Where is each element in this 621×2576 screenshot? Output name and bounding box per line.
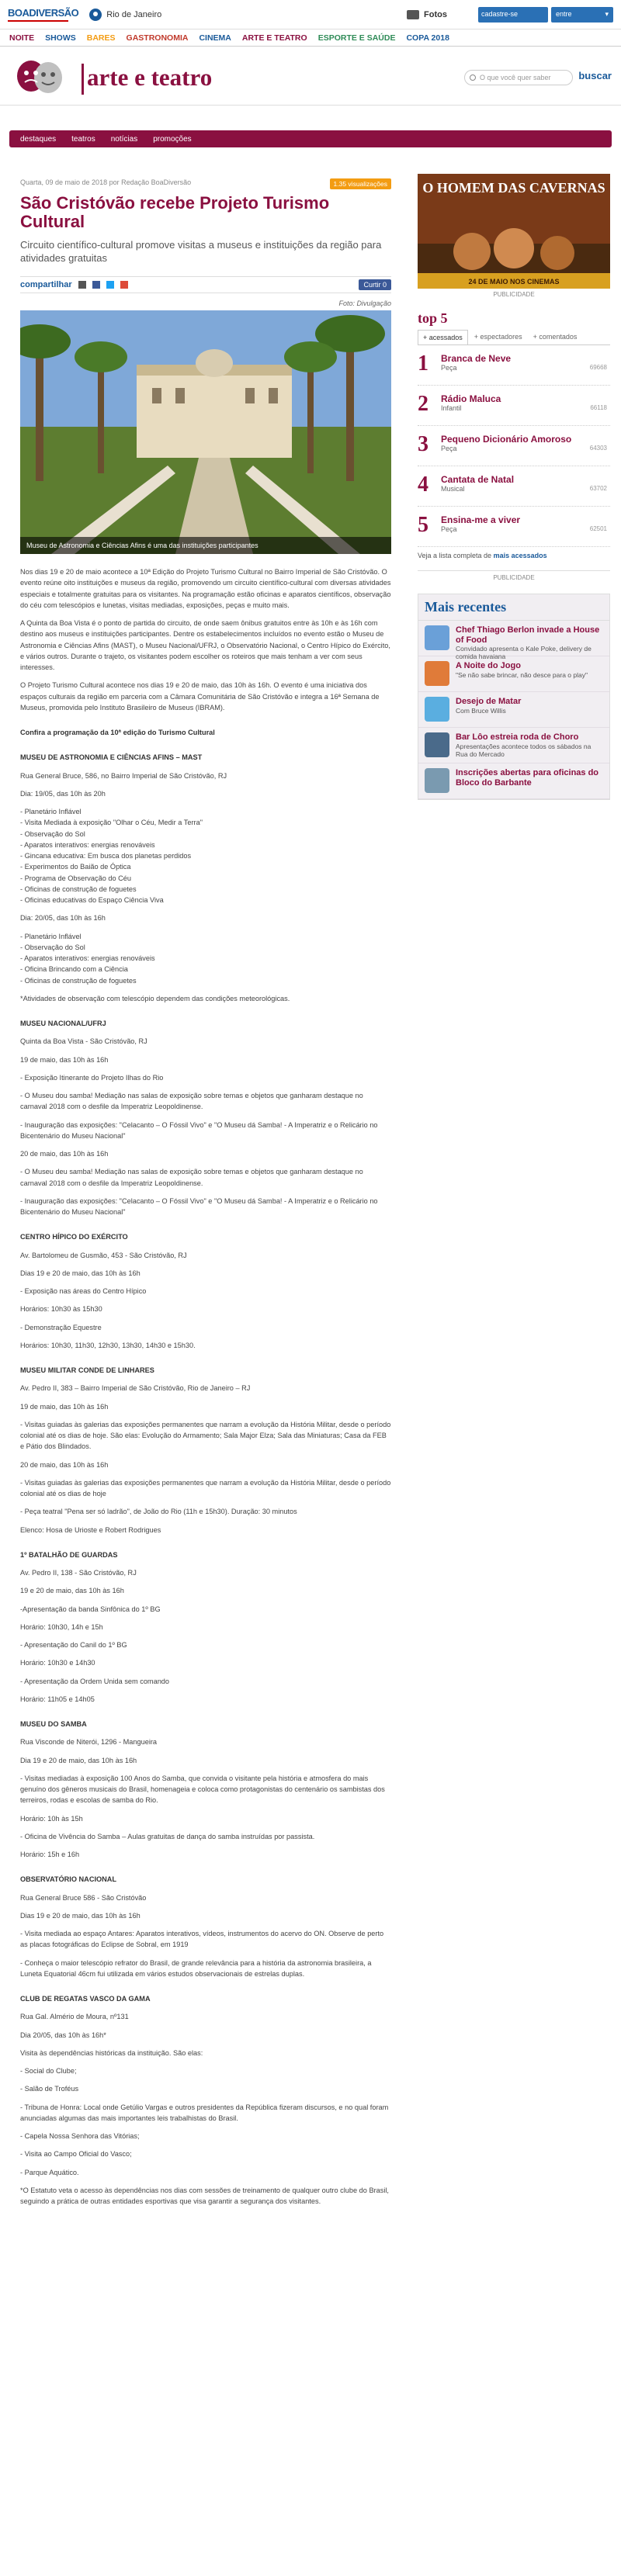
top5-item-count: 64303 [589,445,607,452]
title-divider [82,64,84,95]
venue-line: - Exposição nas áreas do Centro Hípico [20,1287,147,1296]
venue-line: Rua Gal. Almério de Moura, nº131 [20,2013,129,2021]
venue-line: Dia: 19/05, das 10h às 20h [20,789,106,798]
venue-line: 20 de maio, das 10h às 16h [20,1150,109,1158]
top5-item-count: 66118 [590,404,607,411]
recent-item-title: Desejo de Matar [456,697,522,706]
subnav-item[interactable]: teatros [71,134,95,144]
subnav-item[interactable]: notícias [110,134,138,144]
top5-tabs [418,330,610,345]
top5-item[interactable] [418,345,610,386]
article-date-author: Quarta, 09 de maio de 2018 por Redação BoaDiversão [20,178,192,186]
top5-item-title: Rádio Maluca [441,393,501,404]
top5-tab[interactable]: + espectadores [474,333,522,341]
photo-caption: Museu de Astronomia e Ciências Afins é uma das instituições participantes [20,537,391,554]
more-prefix: Veja a lista completa de [418,552,494,559]
venue-line: - Tribuna de Honra: Local onde Getúlio Vargas e outros presidentes da República fizeram discursos, e no qual foram anunciadas algumas das mais importantes leis trabalhistas do Brasil. [20,2103,389,2122]
more-link-text: mais acessados [493,552,547,559]
sub-nav [9,130,612,147]
venue-line: Dias 19 e 20 de maio, das 10h às 16h [20,1269,141,1277]
venue-line: Av. Pedro II, 383 – Bairro Imperial de São Cristóvão, Rio de Janeiro – RJ [20,1384,251,1393]
venue-line: - Planetário Inflável - Observação do Sol - Aparatos interativos: energias renováveis - Oficina Brincando com a Ciência - Oficinas de construção de foguetes [20,932,155,985]
camera-icon [407,10,419,19]
top5-item-category: Peça [441,525,457,533]
venue-line: - Visitas mediadas à exposição 100 Anos do Samba, que convida o visitante pela história e atmosfera do mais genuíno dos gêneros musicais do Brasil, homenageia e coloca como protagonistas do centenário os sambistas dos terreiros, rodas e escolas de samba do Rio. [20,1774,385,1805]
venue-line: Horário: 10h30, 14h e 15h [20,1622,103,1631]
venue-line: - Exposição Itinerante do Projeto Ilhas do Rio [20,1073,164,1082]
search-input[interactable] [464,70,573,85]
venue-line: -Apresentação da banda Sinfônica do 1º BG [20,1605,161,1613]
recent-thumbnail-icon [425,732,449,757]
nav-item[interactable]: BARES [86,33,116,43]
location-label: Rio de Janeiro [106,9,162,19]
logo-underline [8,20,68,22]
search-icon [470,74,476,81]
movie-ad-banner[interactable] [418,174,610,289]
top5-item-count: 62501 [589,525,607,532]
top-bar [0,0,621,29]
recent-title: Mais recentes [418,594,609,621]
facebook-icon[interactable] [92,281,100,289]
login-button[interactable] [551,7,613,23]
top5-item-category: Infantil [441,404,462,412]
venue-heading: OBSERVATÓRIO NACIONAL [20,1875,117,1884]
recent-item[interactable] [418,763,609,799]
photo-credit: Foto: Divulgação [338,299,391,308]
theater-masks-icon [11,57,68,96]
venue-line: - Demonstração Equestre [20,1323,102,1331]
venue-line: Rua General Bruce 586 - São Cristóvão [20,1893,147,1902]
share-label: compartilhar [20,280,72,290]
venue-line: Dia 19 e 20 de maio, das 10h às 16h [20,1756,137,1764]
venue-line: *Atividades de observação com telescópio dependem das condições meteorológicas. [20,994,290,1002]
article-paragraph: Nos dias 19 e 20 de maio acontece a 10ª Edição do Projeto Turismo Cultural no Bairro Imperial de São Cristóvão. O evento reúne oito instituições e museus da região, promovendo um circuito científico-cultural com diversas atividades especiais e totalmente gratuitas para os visitantes. Na programação estão oficinas e aparatos científicos, observação do céu com telescópios e lunetas, visitas mediadas, exposições, peças e muito mais. [20,568,391,609]
top5-widget [418,310,610,559]
ad-title: O HOMEM DAS CAVERNAS [422,180,605,196]
article-body [20,566,391,2207]
venue-line: - O Museu dou samba! Mediação nas salas de exposição sobre temas e objetos que ganharam destaque no carnaval 2018 com o desfile da Imperatriz Leopoldinense. [20,1092,363,1111]
subnav-item[interactable]: promoções [153,134,192,144]
top5-item-title: Cantata de Natal [441,474,515,485]
venue-heading: 1º BATALHÃO DE GUARDAS [20,1550,118,1559]
signup-button[interactable]: cadastre-se [478,7,548,23]
venue-line: Rua Visconde de Niterói, 1296 - Mangueira [20,1738,158,1747]
venue-line: Rua General Bruce, 586, no Bairro Imperial de São Cristóvão, RJ [20,771,227,780]
email-icon[interactable] [78,281,86,289]
venue-line: - Apresentação do Canil do 1º BG [20,1641,127,1650]
fotos-link[interactable] [407,10,447,19]
ad2-label: PUBLICIDADE [418,570,610,581]
top5-item[interactable] [418,507,610,547]
venue-line: Dia 20/05, das 10h às 16h* [20,2031,106,2039]
ad-label: PUBLICIDADE [493,291,535,298]
venue-line: - Capela Nossa Senhora das Vitórias; [20,2132,140,2141]
venue-line: - Visita mediada ao espaço Antares: Aparatos interativos, vídeos, instrumentos do acervo do ON. Observe de perto as placas fotográficas do Eclipse de Sobral, em 1919 [20,1930,384,1949]
top5-item[interactable] [418,386,610,426]
article-subtitle: Circuito científico-cultural promove visitas a museus e instituições da região para atividades gratuitas [20,239,382,265]
recent-item-desc: Com Bruce Willis [456,706,506,715]
article [20,178,391,2214]
top5-item-title: Branca de Neve [441,353,512,364]
museum-photo-illustration [20,310,391,554]
venue-line: 19 de maio, das 10h às 16h [20,1402,109,1411]
venue-heading: MUSEU MILITAR CONDE DE LINHARES [20,1366,154,1375]
top5-rank: 5 [418,513,428,537]
nav-item[interactable]: GASTRONOMIA [126,33,189,43]
top5-item-count: 69668 [589,364,607,371]
top5-tab[interactable]: + acessados [418,330,468,345]
top5-item-category: Peça [441,364,457,372]
venue-line: - Oficina de Vivência do Samba – Aulas gratuitas de dança do samba instruídas por passista. [20,1832,315,1840]
venue-heading: MUSEU DO SAMBA [20,1720,87,1729]
top5-item[interactable] [418,466,610,507]
top5-item-title: Ensina-me a viver [441,514,521,525]
top5-rank: 4 [418,473,428,497]
share-bar [20,276,391,293]
venue-heading: CENTRO HÍPICO DO EXÉRCITO [20,1233,128,1241]
recent-item-title: A Noite do Jogo [456,661,521,670]
recent-thumbnail-icon [425,697,449,722]
fotos-label: Fotos [424,9,447,19]
nav-item[interactable]: SHOWS [45,33,76,43]
venue-line: - Parque Aquático. [20,2168,79,2176]
venue-line: Horário: 10h30 e 14h30 [20,1659,95,1667]
venue-line: 19 e 20 de maio, das 10h às 16h [20,1587,124,1595]
article-photo [20,310,391,554]
twitter-icon[interactable] [106,281,114,289]
subnav-item[interactable]: destaques [20,134,57,144]
top5-title: top 5 [418,310,448,326]
main-nav [0,29,621,47]
article-meta [20,178,391,189]
top5-item[interactable] [418,426,610,466]
location-selector[interactable] [89,9,161,21]
section-title: arte e teatro [87,64,213,91]
venue-line: - O Museu deu samba! Mediação nas salas de exposição sobre temas e objetos que ganharam destaque no carnaval 2018 com o desfile da Imperatriz Leopoldinense. [20,1168,363,1187]
top5-item-category: Musical [441,485,465,493]
recent-item[interactable] [418,656,609,692]
views-badge: 1.35 visualizações [330,178,391,189]
venue-line: - Salão de Troféus [20,2085,79,2093]
venue-line: Horário: 15h e 16h [20,1851,80,1859]
venue-line: - Conheça o maior telescópio refrator do Brasil, de grande relevância para a história da astronomia brasileira, a Luneta Equatorial 46cm fui utilizada em vários estudos observacionais de estrelas duplas. [20,1958,372,1978]
recent-item-title: Inscrições abertas para oficinas do Bloco do Barbante [456,768,599,788]
venue-line: - Social do Clube; [20,2067,77,2076]
recent-thumbnail-icon [425,661,449,686]
venue-line: Horário: 10h às 15h [20,1814,83,1823]
venue-line: *O Estatuto veta o acesso às dependências nos dias com sessões de treinamento de qualquer outro clube do Brasil, seguindo a prática de outras entidades esportivas que visa garantir a segurança dos visitantes. [20,2186,389,2206]
like-button[interactable]: Curtir 0 [359,279,391,290]
search-placeholder: O que você quer saber [480,74,551,81]
nav-item[interactable]: COPA 2018 [406,33,449,43]
recent-item-desc: Apresentações acontece todos os sábados na Rua do Mercado [456,742,592,758]
recent-item-title: Chef Thiago Berlon invade a House of Food [456,625,600,645]
venue-line: - Visita ao Campo Oficial do Vasco; [20,2150,132,2159]
google-plus-icon[interactable] [120,281,128,289]
venue-line: Elenco: Hosa de Urioste e Robert Rodrigues [20,1525,161,1534]
venue-line: Quinta da Boa Vista - São Cristóvão, RJ [20,1037,147,1046]
venue-line: Dias 19 e 20 de maio, das 10h às 16h [20,1911,141,1920]
article-title: São Cristóvão recebe Projeto Turismo Cultural [20,193,330,232]
venue-line: Av. Pedro II, 138 - São Cristóvão, RJ [20,1569,137,1577]
recent-item-desc: "Se não sabe brincar, não desce para o play" [456,670,588,679]
venue-line: Horário: 11h05 e 14h05 [20,1695,95,1703]
top5-tab[interactable]: + comentados [533,333,578,341]
top5-rank: 1 [418,351,428,376]
venue-heading: MUSEU DE ASTRONOMIA E CIÊNCIAS AFINS – MAST [20,753,203,762]
venue-line: Av. Bartolomeu de Gusmão, 453 - São Cristóvão, RJ [20,1251,187,1259]
venue-line: - Inauguração das exposições: "Celacanto – O Fóssil Vivo" e "O Museu dá Samba! - A Imperatriz e o Relicário no Bicentenário do Museu Nacional" [20,1196,378,1217]
venue-line: Visita às dependências históricas da instituição. São elas: [20,2048,203,2057]
nav-item[interactable]: ESPORTE E SAÚDE [317,33,396,43]
venue-line: Horários: 10h30 às 15h30 [20,1305,102,1314]
recent-thumbnail-icon [425,768,449,793]
venue-line: 19 de maio, das 10h às 16h [20,1055,109,1064]
venue-line: - Visitas guiadas às galerias das exposições permanentes que narram a evolução da História Militar, desde o período colonial até os dias de hoje. São elas: Evolução do Armamento; Sala Major Elza; Sala das Miniaturas; Casa da FEB e Pátio dos Blindados. [20,1420,391,1451]
recent-item[interactable] [418,692,609,728]
venue-line: Horários: 10h30, 11h30, 12h30, 13h30, 14h30 e 15h30. [20,1341,196,1349]
article-paragraph: O Projeto Turismo Cultural acontece nos dias 19 e 20 de maio, das 10h às 16h. O evento é uma iniciativa dos espaços culturais da região em parceria com a Câmara Comunitária de São Cristóvão e integra a 16ª Semana de Museus, promovida pelo Instituto Brasileiro de Museus (IBRAM). [20,681,380,712]
top5-item-count: 63702 [589,485,607,492]
venue-heading: MUSEU NACIONAL/UFRJ [20,1020,106,1028]
recent-item-desc: Convidado apresenta o Kale Poke, delivery de comida havaiana [456,645,592,661]
article-paragraph: A Quinta da Boa Vista é o ponto de partida do circuito, de onde saem ônibus gratuitos entre às 10h e às 16h com destino aos museus e instituições participantes. Dentre os estabelecimentos incluídos no evento estão o Museu de Astronomia e Ciências Afins (MAST), o Museu Nacional/UFRJ, o Observatório Nacional, o Centro Hípico do Exército, e vários outros. Durante o trajeto, os visitantes podem escolher os roteiros que mais tenham a ver com seus interesses. [20,619,390,672]
top5-item-title: Pequeno Dicionário Amoroso [441,434,572,445]
venue-line: Dia: 20/05, das 10h às 16h [20,914,106,923]
recent-item-title: Bar Lôo estreia roda de Choro [456,732,579,742]
chevron-down-icon: ▾ [605,9,609,18]
venue-heading: CLUB DE REGATAS VASCO DA GAMA [20,1995,151,2003]
recent-list [418,621,609,799]
logo-text: BOADIVERSÃO [8,6,79,19]
search-button[interactable]: buscar [578,70,612,81]
section-header [0,47,621,106]
login-label: entre [556,9,572,18]
site-logo[interactable] [8,8,78,22]
more-link[interactable] [418,552,610,559]
recent-item[interactable] [418,728,609,763]
top5-item-category: Peça [441,445,457,452]
top5-list [418,345,610,547]
venue-line: - Inauguração das exposições: "Celacanto – O Fóssil Vivo" e "O Museu dá Samba! - A Imperatriz e o Relicário no Bicentenário do Museu Nacional" [20,1120,378,1140]
nav-item[interactable]: ARTE E TEATRO [241,33,307,43]
ad-tagline: 24 DE MAIO NOS CINEMAS [468,278,560,286]
nav-item[interactable]: CINEMA [199,33,231,43]
venue-line: - Peça teatral "Pena ser só ladrão", de João do Rio (11h e 15h30). Duração: 30 minutos [20,1508,297,1516]
top5-rank: 2 [418,392,428,416]
recent-thumbnail-icon [425,625,449,650]
program-heading: Confira a programação da 10ª edição do Turismo Cultural [20,729,215,737]
venue-line: 20 de maio, das 10h às 16h [20,1460,109,1469]
top5-rank: 3 [418,432,428,456]
recent-item[interactable] [418,621,609,661]
venue-line: - Apresentação da Ordem Unida sem comando [20,1677,170,1685]
venue-line: - Visitas guiadas às galerias das exposições permanentes que narram a evolução da História Militar, desde o período colonial até os dias de hoje [20,1478,391,1498]
sidebar [418,174,610,800]
nav-item[interactable]: NOITE [9,33,35,43]
recent-widget [418,594,610,800]
location-pin-icon [89,9,102,21]
venue-line: - Planetário Inflável - Visita Mediada à exposição "Olhar o Céu, Medir a Terra" - Observação do Sol - Aparatos interativos: energias renováveis - Gincana educativa: Em busca dos planetas perdidos - Experimentos do Baião de Óptica - Programa de Observação do Céu - Oficinas de construção de foguetes - Oficinas educativas do Espaço Ciência Viva [20,808,203,905]
